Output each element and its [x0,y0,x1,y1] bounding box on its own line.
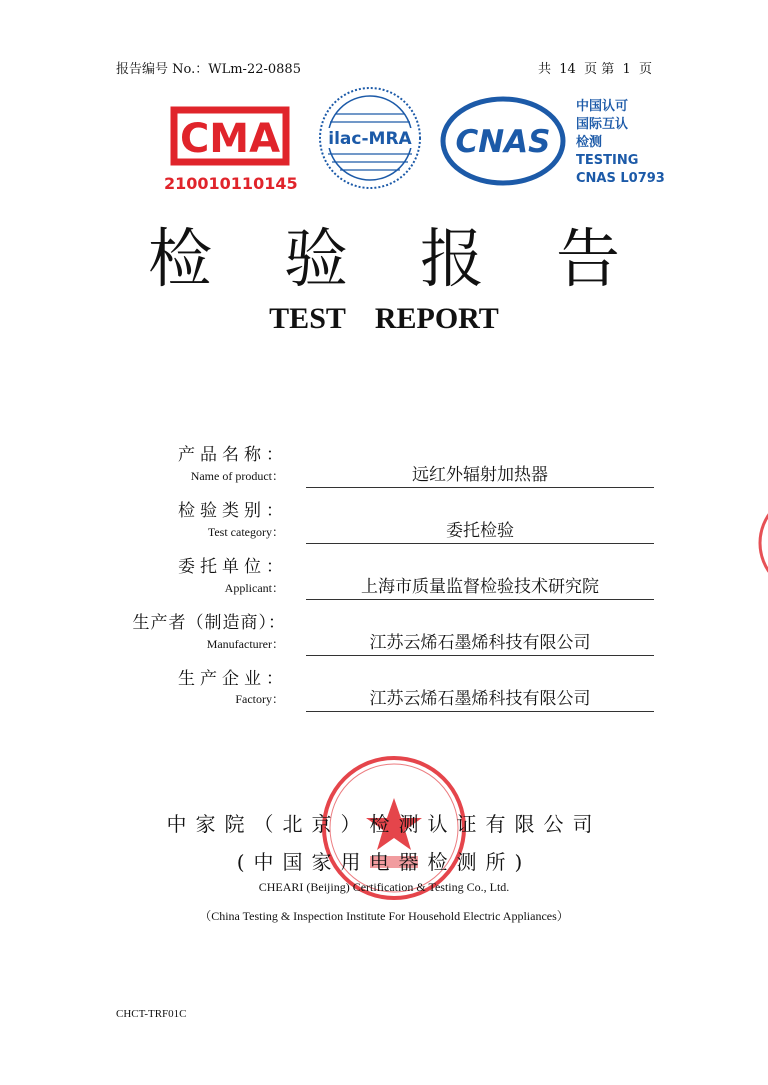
report-title-zh: 检验报告 [148,223,692,297]
field-label-en: Applicant： [224,581,284,595]
cma-logo [164,100,298,200]
field-label-zh: 检验类别： [178,501,288,521]
cma-number: 210010110145 [164,174,298,193]
svg-text:ilac-MRA: ilac-MRA [328,129,412,149]
cnas-accreditation-text: 中国认可 国际互认 检测 TESTING CNAS L0793 [576,99,665,186]
field-label-zh: 生产企业： [178,669,288,689]
form-code: CHCT-TRF01C [116,1008,187,1020]
field-value: 远红外辐射加热器 [306,460,654,488]
field-label-en: Factory： [235,692,284,706]
organization-name-en: CHEARI (Beijing) Certification & Testing Co., Ltd. [258,880,510,894]
field-value: 江苏云烯石墨烯科技有限公司 [306,628,654,656]
page-info: 共 14 页 第 1 页 [538,62,653,77]
report-number: 报告编号 No.：WLm-22-0885 [116,62,301,77]
field-value: 委托检验 [306,516,654,544]
field-label-en: Manufacturer： [206,637,284,651]
page-edge-seal [752,488,768,598]
field-label-en: Name of product： [190,469,284,483]
svg-text:CMA: CMA [179,116,281,162]
cnas-logo [440,96,566,186]
field-label-zh: 委托单位： [178,557,288,577]
field-value: 江苏云烯石墨烯科技有限公司 [306,684,654,712]
organization-sub-en: （China Testing & Inspection Institute For Household Electric Appliances） [199,909,569,923]
field-value: 上海市质量监督检验技术研究院 [306,572,654,600]
ilac-mra-logo [316,84,424,192]
report-title-en: TEST REPORT [269,302,499,335]
field-label-en: Test category： [207,525,284,539]
field-label-zh: 生产者（制造商）： [132,613,286,633]
field-label-zh: 产品名称： [178,445,288,465]
svg-text:CNAS: CNAS [455,124,551,160]
organization-sub-zh: (中国家用电器检测所) [236,850,532,874]
organization-name-zh: 中家院（北京）检测认证有限公司 [166,812,602,836]
